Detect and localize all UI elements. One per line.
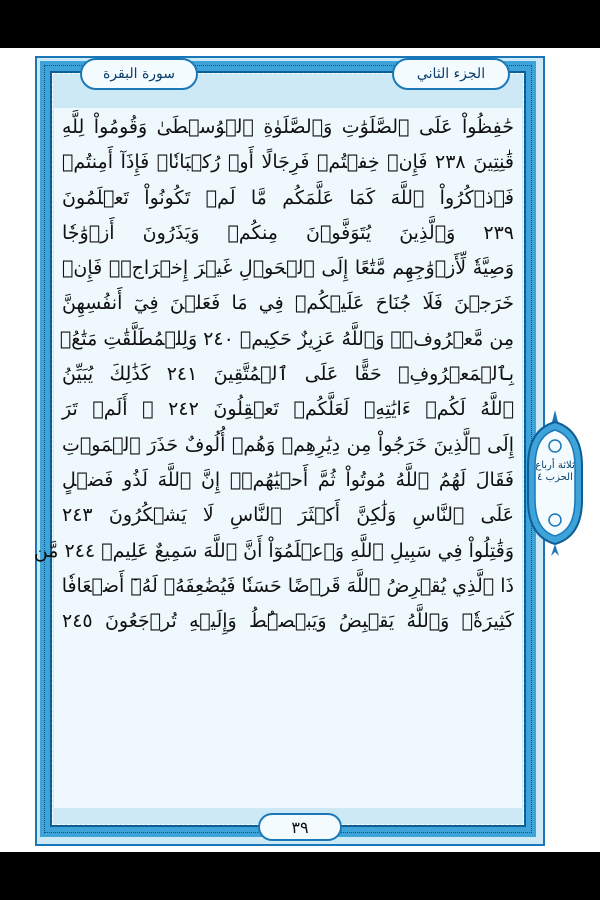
- page-number: [258, 813, 342, 841]
- text-line: عَلَى ٱلنَّاسِ وَلَٰكِنَّ أَكۡثَرَ ٱلنَّاسِ لَا يَشۡكُرُونَ ٢٤٣: [62, 504, 514, 527]
- text-line: خَرَجۡنَ فَلَا جُنَاحَ عَلَيۡكُمۡ فِي مَا فَعَلۡنَ فِيٓ أَنفُسِهِنَّ: [62, 292, 514, 315]
- juz-name: الجزء الثاني: [416, 66, 486, 82]
- top-black-bar: [0, 0, 600, 48]
- quran-text: [33, 110, 514, 639]
- text-line: فَقَالَ لَهُمُ ٱللَّهُ مُوتُواْ ثُمَّ أَحۡيَٰهُمۡۚ إِنَّ ٱللَّهَ لَذُو فَضۡلٍ: [62, 468, 514, 491]
- surah-name: سورة البقرة: [102, 66, 176, 82]
- juz-name-header: [392, 58, 510, 90]
- text-line: ٢٣٩ وَٱلَّذِينَ يُتَوَفَّوۡنَ مِنكُمۡ وَيَذَرُونَ أَزۡوَٰجٗا: [62, 221, 514, 244]
- text-line: إِلَى ٱلَّذِينَ خَرَجُواْ مِن دِيَٰرِهِمۡ وَهُمۡ أُلُوفٌ حَذَرَ ٱلۡمَوۡتِ: [62, 433, 514, 456]
- bottom-black-bar: [0, 852, 600, 900]
- text-line: مِن مَّعۡرُوفٖۗ وَٱللَّهُ عَزِيزٌ حَكِيمٞ ٢٤٠ وَلِلۡمُطَلَّقَٰتِ مَتَٰعُۢ: [59, 327, 514, 350]
- text-line: قَٰنِتِينَ ٢٣٨ فَإِنۡ خِفۡتُمۡ فَرِجَالًا أَوۡ رُكۡبَانٗاۖ فَإِذَآ أَمِنتُمۡ: [62, 151, 514, 174]
- text-line: كَثِيرَةٗۚ وَٱللَّهُ يَقۡبِضُ وَيَبۡصُۜطُ وَإِلَيۡهِ تُرۡجَعُونَ ٢٤٥: [62, 610, 514, 633]
- hizb-label: ثلاثة أرباع الحزب ٤: [535, 460, 575, 483]
- text-line: وَقَٰتِلُواْ فِي سَبِيلِ ٱللَّهِ وَٱعۡلَمُوٓاْ أَنَّ ٱللَّهَ سَمِيعٌ عَلِيمٞ ٢٤٤ مَّن: [33, 539, 514, 562]
- text-line: بِٱلۡمَعۡرُوفِۖ حَقًّا عَلَى ٱلۡمُتَّقِينَ ٢٤١ كَذَٰلِكَ يُبَيِّنُ: [62, 363, 514, 386]
- hizb-marker: [526, 408, 584, 558]
- text-line: حَٰفِظُواْ عَلَى ٱلصَّلَوَٰتِ وَٱلصَّلَوٰةِ ٱلۡوُسۡطَىٰ وَقُومُواْ لِلَّهِ: [62, 116, 514, 138]
- surah-name-header: [80, 58, 198, 90]
- page-number-text: ٣٩: [291, 817, 309, 837]
- text-line: ذَا ٱلَّذِي يُقۡرِضُ ٱللَّهَ قَرۡضًا حَسَنٗا فَيُضَٰعِفَهُۥ لَهُۥٓ أَضۡعَافٗا: [61, 574, 514, 597]
- text-line: وَصِيَّةٗ لِّأَزۡوَٰجِهِم مَّتَٰعًا إِلَى ٱلۡحَوۡلِ غَيۡرَ إِخۡرَاجٖۚ فَإِنۡ: [62, 257, 514, 280]
- text-line: فَٱذۡكُرُواْ ٱللَّهَ كَمَا عَلَّمَكُم مَّا لَمۡ تَكُونُواْ تَعۡلَمُونَ: [62, 186, 514, 209]
- text-line: ٱللَّهُ لَكُمۡ ءَايَٰتِهِۦ لَعَلَّكُمۡ تَعۡقِلُونَ ٢٤٢ ۞ أَلَمۡ تَرَ: [62, 398, 514, 421]
